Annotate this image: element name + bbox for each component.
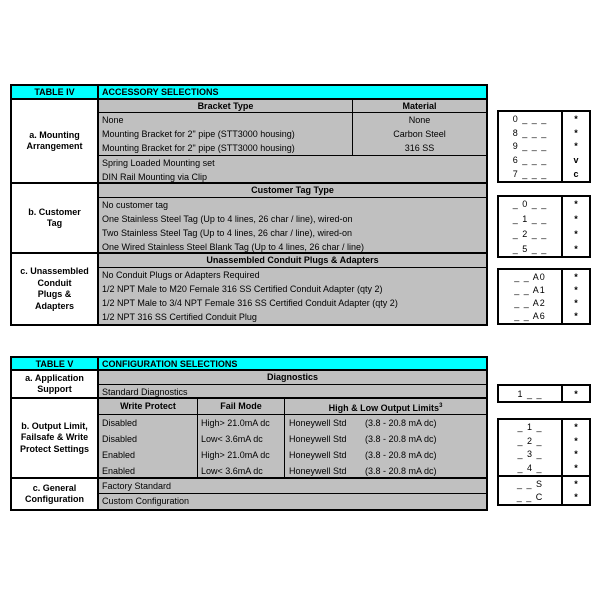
footnote-ref: 3 xyxy=(439,403,443,409)
material-column xyxy=(353,113,486,155)
fail-mode-cell: High> 21.0mA dc xyxy=(198,415,285,431)
availability-mark: * xyxy=(561,490,589,504)
fail-mode-cell: Low< 3.6mA dc xyxy=(198,463,285,479)
code-row xyxy=(499,310,589,323)
code-value: 8 _ _ _ xyxy=(512,127,548,138)
code-row xyxy=(499,227,589,242)
mounting-option-row: Spring Loaded Mounting set xyxy=(102,158,215,168)
section-b-output-limit-label xyxy=(12,399,99,479)
bracket-type-column xyxy=(99,113,353,155)
conduit-option-row: 1/2 NPT 316 SS Certified Conduit Plug xyxy=(102,312,257,322)
output-limit-header-row xyxy=(99,399,486,415)
code-row xyxy=(499,297,589,310)
limits-range: (3.8 - 20.8 mA dc) xyxy=(365,466,437,476)
availability-mark: * xyxy=(561,270,589,283)
conduit-option-row: No Conduit Plugs or Adapters Required xyxy=(102,270,260,280)
conduit-option-row: 1/2 NPT Male to M20 Female 316 SS Certified Conduit Adapter (qty 2) xyxy=(102,284,383,294)
bracket-subheader-row xyxy=(99,100,486,113)
code-row xyxy=(499,270,589,283)
code-value: _ 2 _ xyxy=(517,435,543,446)
section-c-conduit-content xyxy=(99,254,486,324)
availability-mark: * xyxy=(561,447,589,461)
code-value: _ _ C xyxy=(516,492,544,503)
diagnostics-header: Diagnostics xyxy=(99,371,486,385)
customer-tag-row: Two Stainless Steel Tag (Up to 4 lines, 26 char / line), wired-on xyxy=(102,228,352,238)
code-value: _ 1 _ _ xyxy=(512,214,548,225)
code-row xyxy=(499,283,589,296)
material-cell: None xyxy=(408,115,431,125)
code-row xyxy=(499,434,589,448)
limits-std: Honeywell Std xyxy=(289,434,347,444)
availability-mark: * xyxy=(561,310,589,323)
limits-std: Honeywell Std xyxy=(289,418,347,428)
code-value: _ 2 _ _ xyxy=(512,228,548,239)
write-protect-cell: Enabled xyxy=(99,447,198,463)
availability-mark: * xyxy=(561,297,589,310)
customer-tag-row: No customer tag xyxy=(102,200,169,210)
code-value: _ _ A0 xyxy=(514,271,546,282)
section-a-mounting-content xyxy=(99,100,486,184)
general-config-row: Factory Standard xyxy=(99,479,486,494)
label-line: b. Customer xyxy=(28,206,81,217)
code-row xyxy=(499,112,589,126)
code-row xyxy=(499,126,589,140)
limits-std: Honeywell Std xyxy=(289,466,347,476)
code-box-output-limit-and-config xyxy=(497,418,591,506)
conduit-option-row: 1/2 NPT Male to 3/4 NPT Female 316 SS Certified Conduit Adapter (qty 2) xyxy=(102,298,398,308)
label-line: b. Output Limit, xyxy=(21,420,88,431)
material-header: Material xyxy=(402,101,437,111)
table-iv-title: TABLE IV xyxy=(12,86,99,100)
label-line: Protect Settings xyxy=(19,443,89,454)
availability-mark: * xyxy=(561,126,589,140)
availability-mark: v xyxy=(561,153,589,167)
availability-mark: * xyxy=(561,283,589,296)
mounting-option-row: DIN Rail Mounting via Clip xyxy=(102,172,208,182)
bracket-type-cell: Mounting Bracket for 2" pipe (STT3000 housing) xyxy=(102,129,295,139)
availability-mark: * xyxy=(561,386,589,401)
code-value: 0 _ _ _ xyxy=(512,113,548,124)
material-cell: Carbon Steel xyxy=(393,129,446,139)
code-box-customer-tag xyxy=(497,195,591,258)
material-cell: 316 SS xyxy=(404,143,435,153)
table-v xyxy=(10,356,488,511)
code-value: _ _ A1 xyxy=(514,284,546,295)
availability-mark: * xyxy=(561,197,589,212)
section-b-customer-tag-label xyxy=(12,184,99,254)
label-line: c. General xyxy=(32,482,77,493)
availability-mark: * xyxy=(561,434,589,448)
label-line: Support xyxy=(37,384,72,394)
table-v-heading: CONFIGURATION SELECTIONS xyxy=(99,358,486,371)
section-a-application-content xyxy=(99,371,486,399)
fail-mode-cell: High> 21.0mA dc xyxy=(198,447,285,463)
output-limits-header-text: High & Low Output Limits xyxy=(328,403,440,413)
table-iv-heading: ACCESSORY SELECTIONS xyxy=(99,86,486,100)
label-line: c. Unassembled xyxy=(20,266,89,276)
general-config-row: Custom Configuration xyxy=(102,496,190,506)
code-value: _ 1 _ xyxy=(517,421,543,432)
label-line: Tag xyxy=(46,218,63,228)
code-box-mounting xyxy=(497,110,591,183)
code-row xyxy=(499,241,589,256)
section-c-general-config-label xyxy=(12,479,99,509)
fail-mode-header: Fail Mode xyxy=(198,399,285,414)
write-protect-cell: Enabled xyxy=(99,463,198,479)
limits-cell xyxy=(285,431,486,447)
code-row xyxy=(499,475,589,491)
code-value: 9 _ _ _ xyxy=(512,141,548,152)
code-value: _ _ A2 xyxy=(514,298,546,309)
availability-mark: * xyxy=(561,461,589,475)
output-limits-header xyxy=(285,399,486,414)
limits-cell xyxy=(285,463,486,479)
limits-range: (3.8 - 20.8 mA dc) xyxy=(365,418,437,428)
limits-std: Honeywell Std xyxy=(289,450,347,460)
availability-mark: c xyxy=(561,167,589,181)
bracket-rows-group xyxy=(99,113,486,156)
availability-mark: * xyxy=(561,140,589,154)
output-limit-row xyxy=(99,415,486,431)
code-row xyxy=(499,167,589,181)
code-value: _ 5 _ _ xyxy=(512,243,548,254)
bracket-type-header: Bracket Type xyxy=(99,100,353,112)
write-protect-header: Write Protect xyxy=(99,399,198,414)
code-value: 6 _ _ _ xyxy=(512,155,548,166)
code-row xyxy=(499,447,589,461)
limits-cell xyxy=(285,415,486,431)
code-row xyxy=(499,490,589,504)
write-protect-cell: Disabled xyxy=(99,431,198,447)
customer-tag-row: One Wired Stainless Steel Blank Tag (Up to 4 lines, 26 char / line) xyxy=(102,242,364,252)
limits-range: (3.8 - 20.8 mA dc) xyxy=(365,434,437,444)
label-line: a. Mounting xyxy=(29,129,80,140)
output-limit-row xyxy=(99,447,486,463)
output-limit-row xyxy=(99,463,486,479)
section-b-customer-tag-content xyxy=(99,184,486,254)
code-value: 1 _ _ xyxy=(517,388,543,399)
availability-mark: * xyxy=(561,477,589,491)
code-box-conduit xyxy=(497,268,591,325)
mounting-full-rows xyxy=(99,156,486,184)
output-limit-row xyxy=(99,431,486,447)
bracket-type-cell: Mounting Bracket for 2" pipe (STT3000 housing) xyxy=(102,143,295,153)
code-row xyxy=(499,140,589,154)
table-iv xyxy=(10,84,488,326)
label-line: Configuration xyxy=(25,494,84,504)
code-row xyxy=(499,153,589,167)
code-row xyxy=(499,197,589,212)
label-line: Conduit xyxy=(37,277,72,288)
code-value: _ _ A6 xyxy=(514,311,546,322)
availability-mark: * xyxy=(561,241,589,256)
code-value: _ 0 _ _ xyxy=(512,199,548,210)
code-row xyxy=(499,386,589,401)
label-line: Failsafe & Write xyxy=(20,432,89,443)
table-v-title: TABLE V xyxy=(12,358,99,371)
bracket-type-cell: None xyxy=(102,115,124,125)
label-line: Adapters xyxy=(34,300,74,311)
code-box-diagnostics xyxy=(497,384,591,403)
code-row xyxy=(499,212,589,227)
code-value: _ 4 _ xyxy=(517,462,543,473)
code-row xyxy=(499,461,589,475)
section-b-output-limit-content xyxy=(99,399,486,479)
code-value: 7 _ _ _ xyxy=(512,169,548,180)
section-c-conduit-label xyxy=(12,254,99,324)
availability-mark: * xyxy=(561,227,589,242)
code-value: _ 3 _ xyxy=(517,449,543,460)
label-line: a. Application xyxy=(25,372,84,383)
availability-mark: * xyxy=(561,420,589,434)
section-a-mounting-label xyxy=(12,100,99,184)
conduit-plugs-header: Unassembled Conduit Plugs & Adapters xyxy=(99,254,486,268)
section-a-application-label xyxy=(12,371,99,399)
availability-mark: * xyxy=(561,112,589,126)
label-line: Arrangement xyxy=(26,141,83,151)
section-c-general-config-content xyxy=(99,479,486,509)
write-protect-cell: Disabled xyxy=(99,415,198,431)
customer-tag-type-header: Customer Tag Type xyxy=(99,184,486,198)
code-value: _ _ S xyxy=(516,478,543,489)
availability-mark: * xyxy=(561,212,589,227)
fail-mode-cell: Low< 3.6mA dc xyxy=(198,431,285,447)
limits-range: (3.8 - 20.8 mA dc) xyxy=(365,450,437,460)
code-row xyxy=(499,420,589,434)
diagnostics-row: Standard Diagnostics xyxy=(102,387,188,397)
limits-cell xyxy=(285,447,486,463)
label-line: Plugs & xyxy=(37,289,72,299)
customer-tag-row: One Stainless Steel Tag (Up to 4 lines, 26 char / line), wired-on xyxy=(102,214,353,224)
